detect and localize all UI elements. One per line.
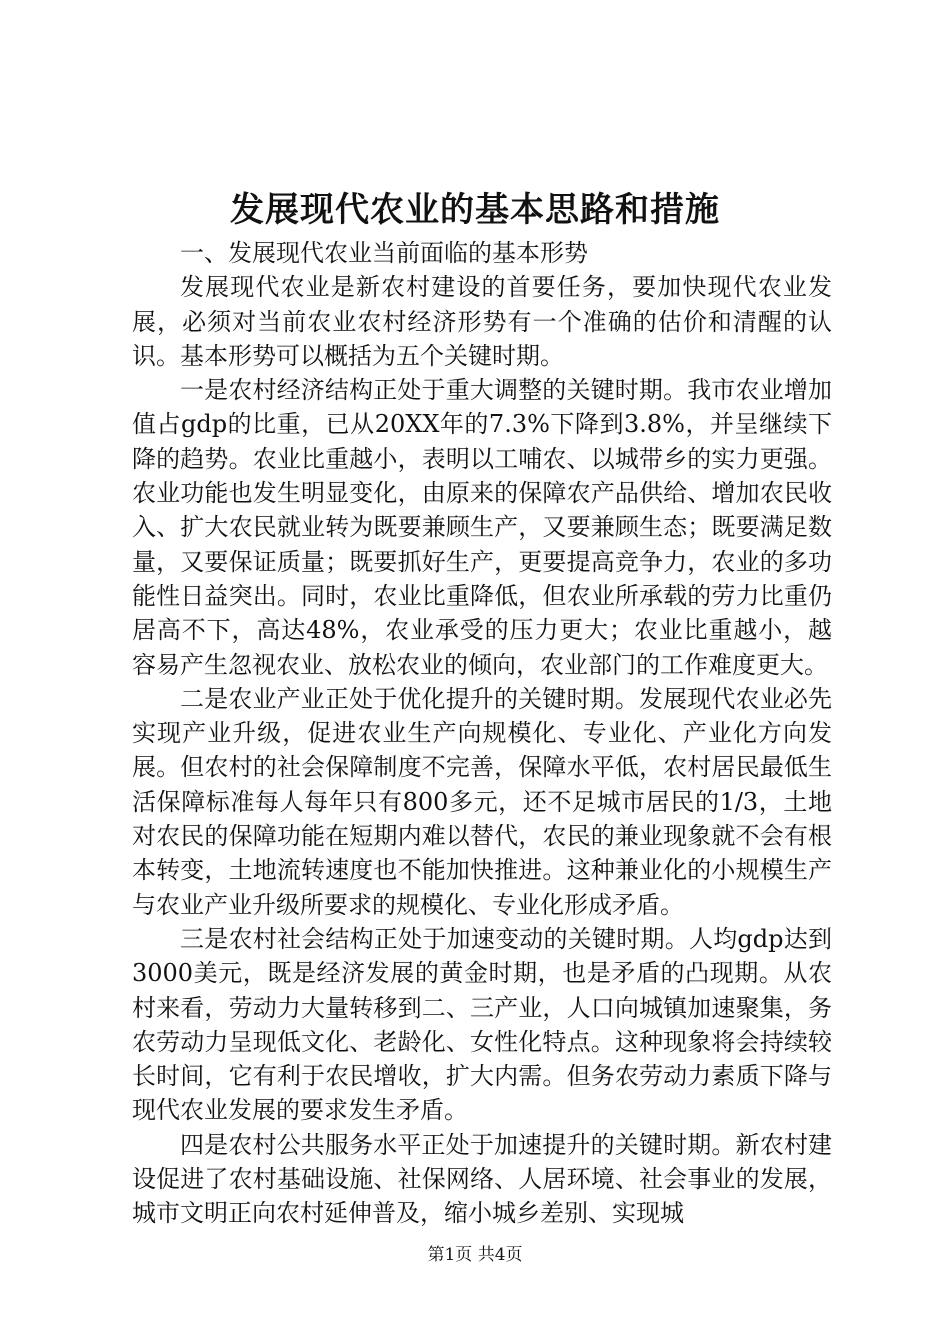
paragraph: 二是农业产业正处于优化提升的关键时期。发展现代农业必先实现产业升级，促进农业生产向规模化、专业化、产业化方向发展。但农村的社会保障制度不完善，保障水平低，农村居民最低生活保障标准每人每年只有800多元，还不足城市居民的1/3，土地对农民的保障功能在短期内难以替代，农民的兼业现象就不会有根本转变，土地流转速度也不能加快推进。这种兼业化的小规模生产与农业产业升级所要求的规模化、专业化形成矛盾。 [132,684,832,919]
paragraph: 一是农村经济结构正处于重大调整的关键时期。我市农业增加值占gdp的比重，已从20XX年的7.3%下降到3.8%，并呈继续下降的趋势。农业比重越小，表明以工哺农、以城带乡的实力更强。农业功能也发生明显变化，由原来的保障农产品供给、增加农民收入、扩大农民就业转为既要兼顾生产，又要兼顾生态；既要满足数量，又要保证质量；既要抓好生产，更要提高竞争力，农业的多功能性日益突出。同时，农业比重降低，但农业所承载的劳力比重仍居高不下，高达48%，农业承受的压力更大；农业比重越小，越容易产生忽视农业、放松农业的倾向，农业部门的工作难度更大。 [132,376,832,679]
paragraph: 四是农村公共服务水平正处于加速提升的关键时期。新农村建设促进了农村基础设施、社保网络、人居环境、社会事业的发展，城市文明正向农村延伸普及，缩小城乡差别、实现城 [132,1130,832,1228]
section-heading: 一、发展现代农业当前面临的基本形势 [180,239,588,267]
paragraph: 三是农村社会结构正处于加速变动的关键时期。人均gdp达到3000美元，既是经济发展的黄金时期，也是矛盾的凸现期。从农村来看，劳动力大量转移到二、三产业，人口向城镇加速聚集，务农劳动力呈现低文化、老龄化、女性化特点。这种现象将会持续较长时间，它有利于农民增收，扩大内需。但务农劳动力素质下降与现代农业发展的要求发生矛盾。 [132,924,832,1125]
document-title: 发展现代农业的基本思路和措施 [230,190,720,230]
page-footer: 第1页 共4页 [427,1245,523,1265]
document-body [132,236,832,1231]
paragraph: 发展现代农业是新农村建设的首要任务，要加快现代农业发展，必须对当前农业农村经济形势有一个准确的估价和清醒的认识。基本形势可以概括为五个关键时期。 [132,273,832,370]
